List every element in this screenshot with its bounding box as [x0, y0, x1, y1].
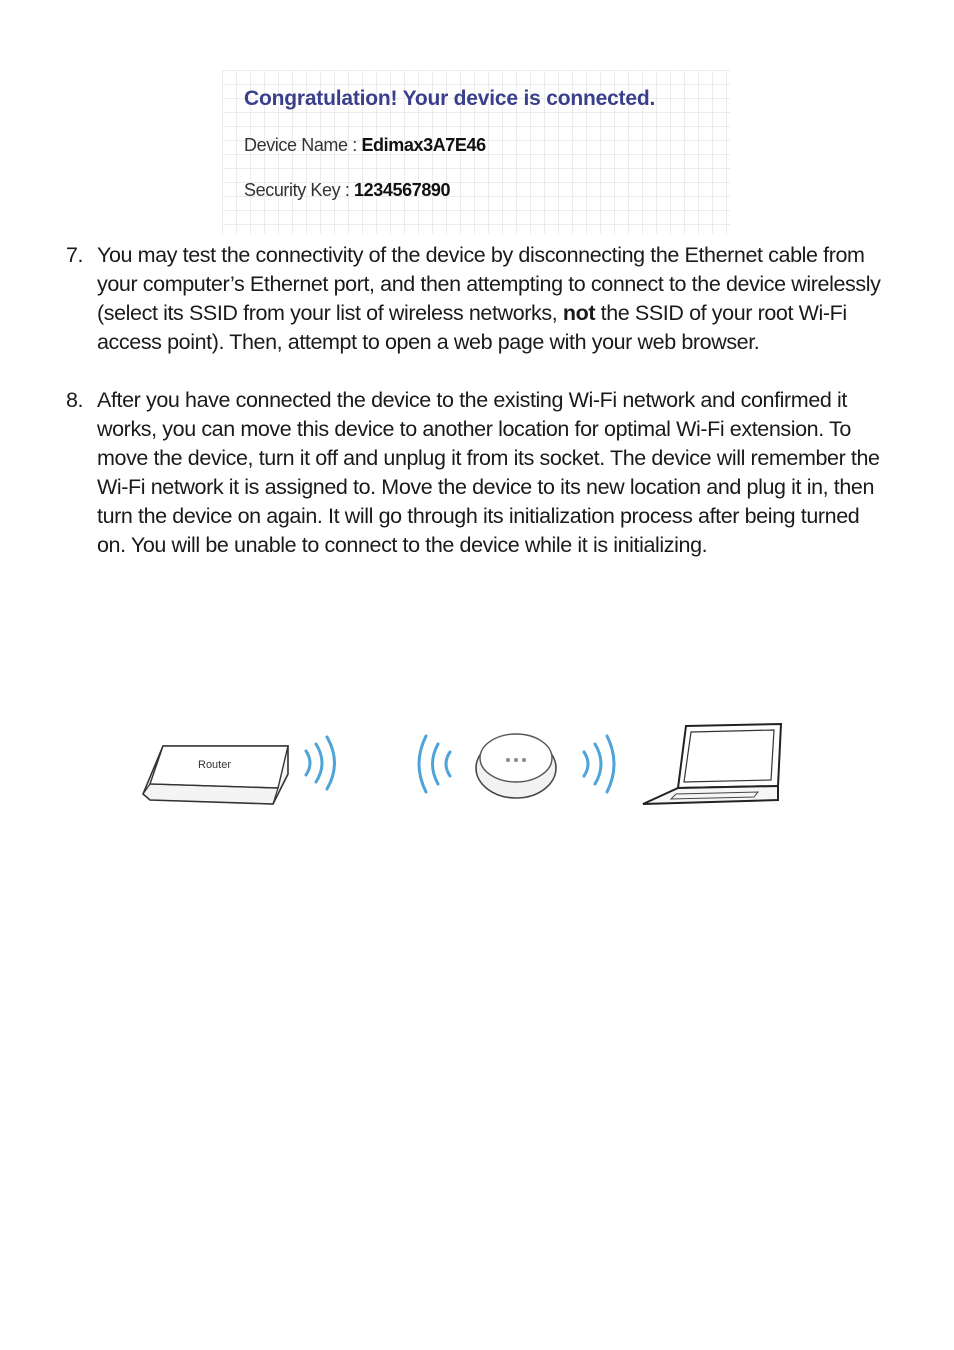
network-diagram — [138, 716, 788, 821]
wifi-signal-icon — [306, 737, 335, 789]
confirmation-title: Congratulation! Your device is connected. — [244, 87, 656, 110]
wifi-signal-icon — [584, 736, 614, 792]
instruction-steps — [66, 241, 884, 589]
device-name-row — [244, 135, 486, 156]
device-name-value: Edimax3A7E46 — [361, 135, 486, 155]
step-text: After you have connected the device to the existing Wi-Fi network and confirmed it works, you can move this device to another location for optimal Wi-Fi extension. To move the device, turn it off and unplug it from its socket. The device will remember the Wi-Fi network it is assigned to. Move the device to its new location and plug it in, then turn the device on again. It will go through its initialization process after being turned on. You will be unable to connect to the device while it is initializing. — [97, 388, 880, 557]
wifi-signal-icon — [419, 736, 450, 792]
device-name-label: Device Name : — [244, 135, 362, 155]
connection-confirmation-screenshot — [222, 70, 730, 234]
emphasis-not: not — [562, 301, 596, 325]
step-text-part: the SSID of your root Wi-Fi access point). Then, attempt to open a web page with your web browser. — [97, 301, 847, 354]
router-icon — [143, 746, 288, 804]
step-text — [97, 241, 884, 357]
security-key-row — [244, 180, 450, 201]
security-key-value: 1234567890 — [354, 180, 451, 200]
router-label: Router — [198, 759, 232, 771]
step-7 — [66, 241, 884, 357]
step-number: 8. — [66, 388, 84, 412]
step-text-part: You may test the connectivity of the device by disconnecting the Ethernet cable from your computer’s Ethernet port, and then attempting to connect to the device wirelessly (select its SSID from your list of wireless networks, — [97, 243, 881, 325]
range-extender-icon — [476, 734, 556, 798]
laptop-icon — [643, 724, 781, 804]
step-8 — [66, 386, 884, 560]
step-number: 7. — [66, 243, 84, 267]
security-key-label: Security Key : — [244, 180, 355, 200]
